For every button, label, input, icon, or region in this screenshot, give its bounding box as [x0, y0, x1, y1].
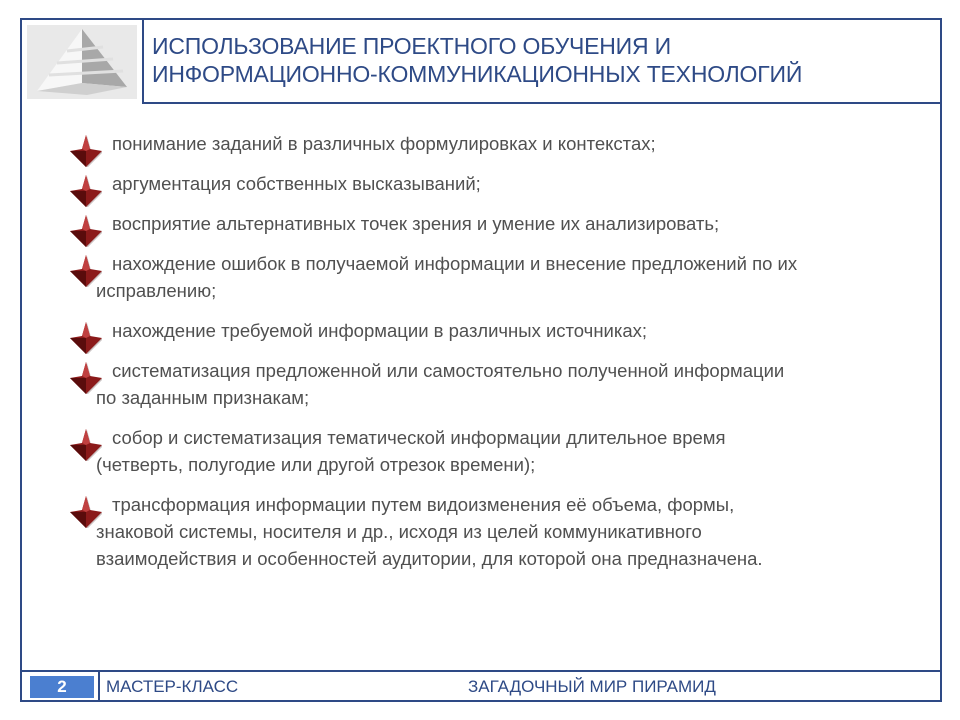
page-title: [152, 32, 932, 88]
arrow-bullet-icon: [70, 215, 102, 247]
arrow-bullet-icon: [70, 496, 102, 528]
list-item-text: трансформация информации путем видоизменения её объема, формы, знаковой системы, носителя и др., исходя из целей коммуникативного взаимодействия и особенностей аудитории, для которой она предназначена.: [96, 494, 763, 569]
title-line-2: ИНФОРМАЦИОННО-КОММУНИКАЦИОННЫХ ТЕХНОЛОГИЙ: [152, 61, 803, 87]
pyramid-icon: [27, 25, 137, 99]
footer-left-label: МАСТЕР-КЛАСС: [106, 677, 239, 696]
list-item-text: понимание заданий в различных формулировках и контекстах;: [112, 133, 656, 154]
list-item: [66, 357, 806, 411]
list-item-text: восприятие альтернативных точек зрения и умение их анализировать;: [112, 213, 720, 234]
arrow-bullet-icon: [70, 255, 102, 287]
page-number-badge: 2: [30, 676, 94, 698]
list-item-text: собор и систематизация тематической информации длительное время (четверть, полугодие или другой отрезок времени);: [96, 427, 726, 475]
list-item: [66, 250, 806, 304]
footer-right-label: ЗАГАДОЧНЫЙ МИР ПИРАМИД: [468, 677, 716, 696]
list-item: [66, 317, 806, 344]
arrow-bullet-icon: [70, 362, 102, 394]
bullet-list: [66, 130, 806, 585]
list-item-text: аргументация собственных высказываний;: [112, 173, 481, 194]
list-item: [66, 130, 806, 157]
list-item: [66, 170, 806, 197]
list-item: [66, 491, 806, 572]
arrow-bullet-icon: [70, 429, 102, 461]
list-item-text: систематизация предложенной или самостоятельно полученной информации по заданным признакам;: [96, 360, 785, 408]
list-item: [66, 210, 806, 237]
logo-box: [22, 20, 144, 104]
title-line-1: ИСПОЛЬЗОВАНИЕ ПРОЕКТНОГО ОБУЧЕНИЯ И: [152, 33, 671, 59]
list-item-text: нахождение требуемой информации в различных источниках;: [112, 320, 648, 341]
list-item-text: нахождение ошибок в получаемой информации и внесение предложений по их исправлению;: [96, 253, 798, 301]
list-item: [66, 424, 806, 478]
arrow-bullet-icon: [70, 175, 102, 207]
arrow-bullet-icon: [70, 135, 102, 167]
slide-footer: [22, 670, 940, 702]
footer-divider: [98, 672, 100, 702]
slide-header: [22, 20, 940, 104]
arrow-bullet-icon: [70, 322, 102, 354]
